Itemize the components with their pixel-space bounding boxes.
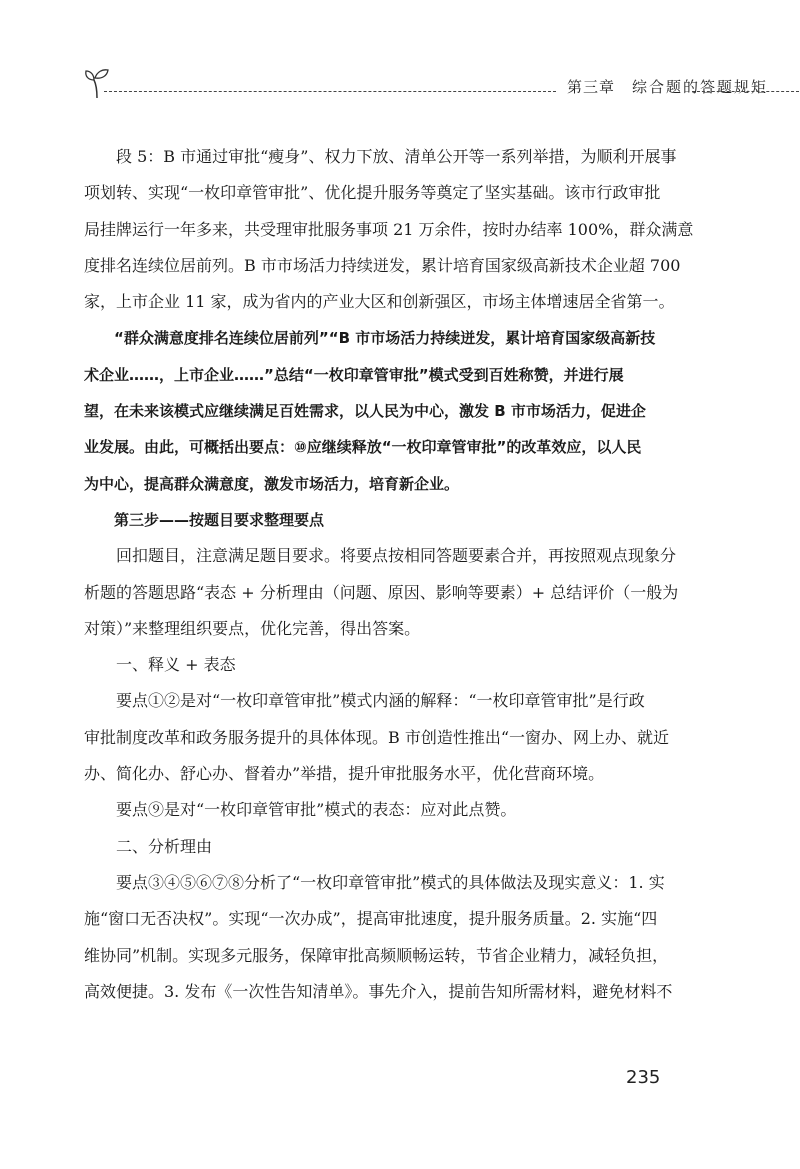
text-line: 家，上市企业 11 家，成为省内的产业大区和创新强区，市场主体增速居全省第一。 — [84, 292, 675, 312]
subheading: 二、分析理由 — [84, 836, 213, 856]
text-line: 要点③④⑤⑥⑦⑧分析了“一枚印章管审批”模式的具体做法及现实意义：1. 实 — [84, 872, 665, 892]
text-line: 办、简化办、舒心办、督着办”举措，提升审批服务水平，优化营商环境。 — [84, 764, 605, 784]
text-line: 局挂牌运行一年多来，共受理审批服务事项 21 万余件，按时办结率 100%，群众满意 — [84, 219, 694, 239]
text-line: 要点⑨是对“一枚印章管审批”模式的表态：应对此点赞。 — [84, 800, 517, 820]
text-line: “群众满意度排名连续位居前列”“B 市市场活力持续迸发，累计培育国家级高新技 — [84, 329, 656, 348]
chapter-label: 第三章 — [567, 78, 616, 96]
text-line: 高效便捷。3. 发布《一次性告知清单》。事先介入，提前告知所需材料，避免材料不 — [84, 981, 673, 1001]
running-header — [84, 66, 799, 106]
text-line: 回扣题目，注意满足题目要求。将要点按相同答题要素合并，再按照观点现象分 — [84, 546, 677, 566]
text-line: 要点①②是对“一枚印章管审批”模式内涵的解释：“一枚印章管审批”是行政 — [84, 691, 645, 711]
header-rule-right — [692, 91, 799, 92]
text-line: 施“窗口无否决权”。实现“一次办成”，提高审批速度，提升服务质量。2. 实施“四 — [84, 909, 658, 929]
text-line: 项划转、实现“一枚印章管审批”、优化提升服务等奠定了坚实基础。该市行政审批 — [84, 183, 661, 203]
page-number: 235 — [626, 1067, 661, 1088]
text-line: 审批制度改革和政务服务提升的具体体现。B 市创造性推出“一窗办、网上办、就近 — [84, 727, 670, 747]
text-line: 术企业……，上市企业……”总结“一枚印章管审批”模式受到百姓称赞，并进行展 — [84, 365, 624, 384]
header-rule-left — [104, 91, 556, 92]
text-line: 业发展。由此，可概括出要点：⑩应继续释放“一枚印章管审批”的改革效应，以人民 — [84, 438, 642, 457]
body-text — [84, 139, 694, 1010]
step-heading: 第三步——按题目要求整理要点 — [84, 510, 325, 529]
sprout-icon — [84, 66, 110, 100]
text-line: 对策）”来整理组织要点，优化完善，得出答案。 — [84, 618, 421, 638]
section-title: 综合题的答题规矩 — [632, 78, 769, 96]
text-line: 维协同”机制。实现多元服务，保障审批高频顺畅运转，节省企业精力，减轻负担， — [84, 945, 669, 965]
text-line: 为中心，提高群众满意度，激发市场活力，培育新企业。 — [84, 474, 460, 493]
text-line: 望，在未来该模式应继续满足百姓需求，以人民为中心，激发 B 市市场活力，促进企 — [84, 402, 646, 421]
text-line: 析题的答题思路“表态 + 分析理由（问题、原因、影响等要素）+ 总结评价（一般为 — [84, 582, 679, 602]
text-line: 度排名连续位居前列。B 市市场活力持续迸发，累计培育国家级高新技术企业超 700 — [84, 255, 681, 275]
text-line: 段 5：B 市通过审批“瘦身”、权力下放、清单公开等一系列举措，为顺利开展事 — [84, 147, 677, 166]
subheading: 一、释义 + 表态 — [84, 655, 236, 675]
